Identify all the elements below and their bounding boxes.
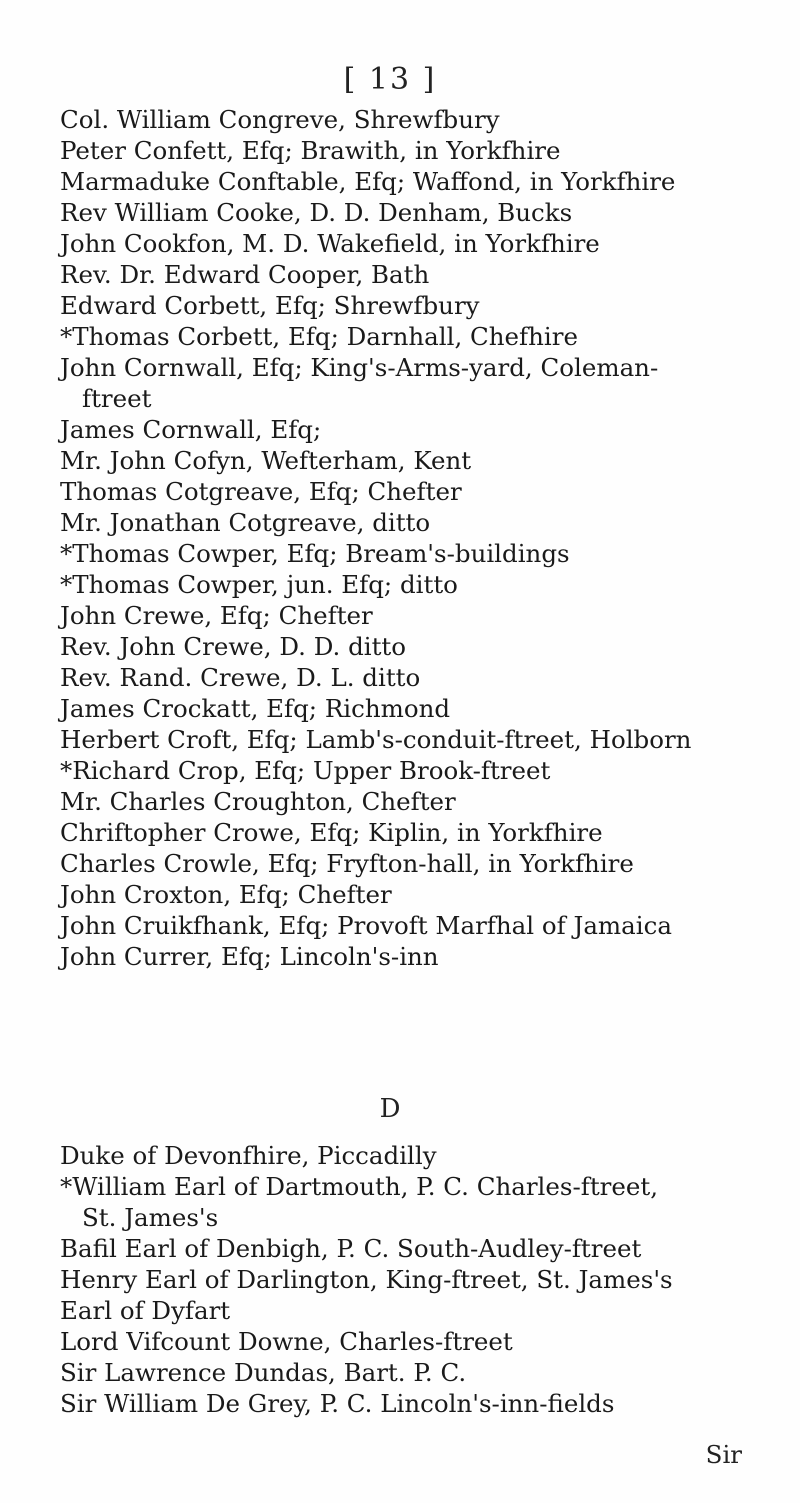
list-item: Sir Lawrence Dundas, Bart. P. C. (60, 1358, 467, 1387)
subscriber-list-c (60, 104, 760, 972)
list-item: John Cookfon, M. D. Wakefield, in Yorkfhire (60, 229, 600, 258)
list-item: Chriftopher Crowe, Efq; Kiplin, in Yorkfhire (60, 818, 603, 847)
list-item: Mr. Jonathan Cotgreave, ditto (60, 508, 431, 537)
list-item: Rev. Rand. Crewe, D. L. ditto (60, 663, 421, 692)
list-item: Lord Vifcount Downe, Charles-ftreet (60, 1327, 513, 1356)
list-item: Mr. Charles Croughton, Chefter (60, 787, 456, 816)
list-item: Col. William Congreve, Shrewfbury (60, 105, 500, 134)
list-item: James Crockatt, Efq; Richmond (60, 694, 451, 723)
list-item: Bafil Earl of Denbigh, P. C. South-Audley-ftreet (60, 1234, 642, 1263)
list-item: Herbert Croft, Efq; Lamb's-conduit-ftreet, Holborn (60, 725, 692, 754)
list-item: Edward Corbett, Efq; Shrewfbury (60, 291, 480, 320)
section-heading: D (379, 1094, 401, 1124)
list-item: Thomas Cotgreave, Efq; Chefter (60, 477, 462, 506)
list-item: Charles Crowle, Efq; Fryfton-hall, in Yorkfhire (60, 849, 634, 878)
list-item: *William Earl of Dartmouth, P. C. Charles-ftreet, (60, 1172, 659, 1201)
list-item: *Thomas Corbett, Efq; Darnhall, Chefhire (60, 322, 578, 351)
catchword: Sir (705, 1440, 742, 1469)
list-item: John Cruikfhank, Efq; Provoft Marfhal of Jamaica (60, 911, 672, 940)
list-item: John Crewe, Efq; Chefter (60, 601, 373, 630)
list-item-continuation: ftreet (82, 384, 152, 413)
page-number: [ 13 ] (343, 62, 437, 97)
list-item: Duke of Devonfhire, Piccadilly (60, 1141, 437, 1170)
list-item: *Thomas Cowper, Efq; Bream's-buildings (60, 539, 570, 568)
list-item: *Thomas Cowper, jun. Efq; ditto (60, 570, 458, 599)
list-item: Peter Confett, Efq; Brawith, in Yorkfhire (60, 136, 561, 165)
list-item: Mr. John Cofyn, Wefterham, Kent (60, 446, 472, 475)
list-item: James Cornwall, Efq; (60, 415, 322, 444)
list-item: John Currer, Efq; Lincoln's-inn (60, 942, 439, 971)
list-item: John Cornwall, Efq; King's-Arms-yard, Coleman- (60, 353, 659, 382)
list-item: Sir William De Grey, P. C. Lincoln's-inn-fields (60, 1389, 615, 1418)
list-item-continuation: St. James's (82, 1203, 219, 1232)
list-item: Henry Earl of Darlington, King-ftreet, St. James's (60, 1265, 673, 1294)
list-item: Earl of Dyfart (60, 1296, 231, 1325)
list-item: Marmaduke Conftable, Efq; Waffond, in Yorkfhire (60, 167, 676, 196)
subscriber-list-d (60, 1140, 760, 1419)
list-item: John Croxton, Efq; Chefter (60, 880, 392, 909)
list-item: Rev. Dr. Edward Cooper, Bath (60, 260, 430, 289)
list-item: *Richard Crop, Efq; Upper Brook-ftreet (60, 756, 551, 785)
list-item: Rev William Cooke, D. D. Denham, Bucks (60, 198, 573, 227)
list-item: Rev. John Crewe, D. D. ditto (60, 632, 407, 661)
